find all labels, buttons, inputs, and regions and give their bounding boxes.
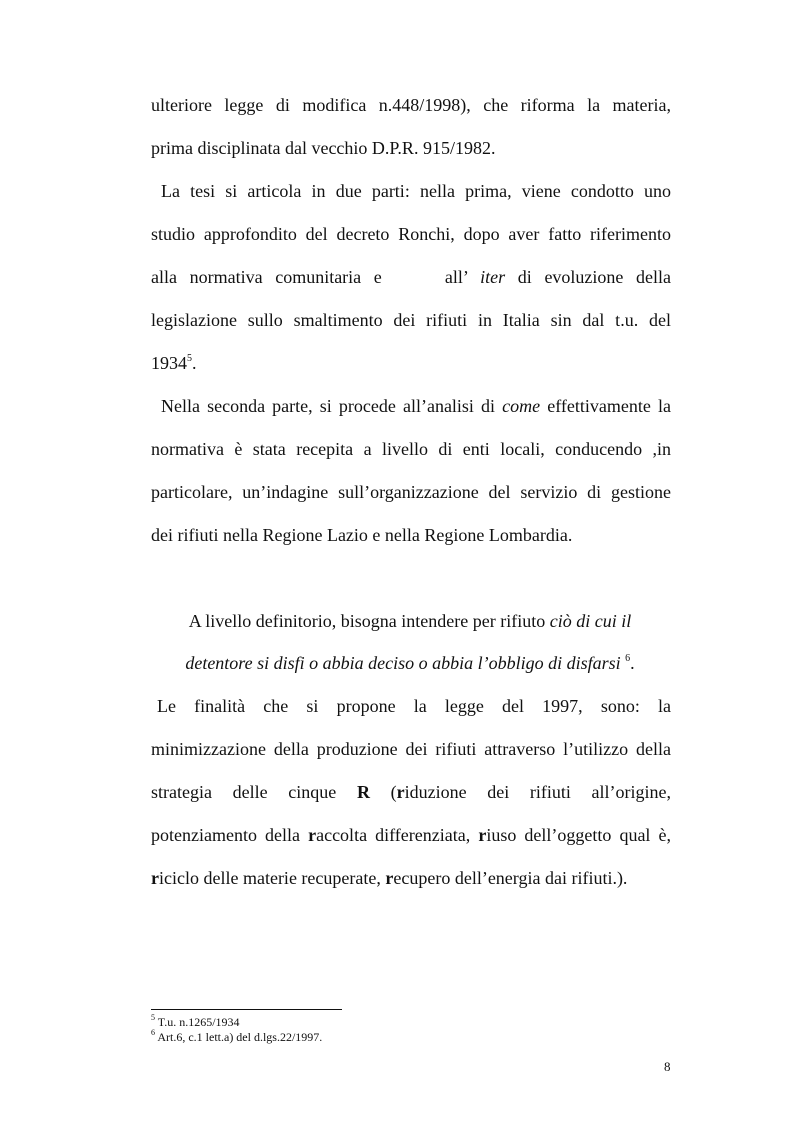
- paragraph-2-line-5: [151, 352, 671, 374]
- text-span: di: [517, 267, 532, 287]
- text-span: strategia delle cinque: [151, 782, 337, 802]
- italic-term-come: come: [502, 396, 541, 416]
- footnote-text: Art.6, c.1 lett.a) del d.lgs.22/1997.: [155, 1030, 323, 1044]
- paragraph-2-line-2: studio approfondito del decreto Ronchi, dopo aver fatto riferimento: [151, 224, 671, 244]
- definition-italic: detentore si disfi o abbia deciso o abbia l’obbligo di disfarsi: [185, 653, 626, 673]
- text-span: iciclo delle materie recuperate,: [159, 868, 386, 888]
- text-span: [391, 782, 671, 802]
- text-span: potenziamento della: [151, 825, 309, 845]
- text-span: all’: [444, 267, 468, 287]
- footnote-number: 6: [151, 1028, 155, 1037]
- bold-letter-r: r: [308, 825, 317, 845]
- text-span: effettivamente la: [540, 396, 671, 416]
- bold-letter-r: r: [151, 868, 159, 888]
- text-span: A livello definitorio, bisogna intendere per rifiuto: [188, 611, 550, 631]
- period: .: [630, 653, 635, 673]
- paragraph-2-line-3: [151, 266, 671, 288]
- open-paren: (: [390, 782, 397, 802]
- text-span: alla normativa comunitaria e: [151, 267, 382, 287]
- footnote-number: 5: [151, 1013, 155, 1022]
- definition-italic: ciò di cui il: [549, 611, 632, 631]
- text-span: ecupero dell’energia dai rifiuti.).: [393, 868, 628, 888]
- paragraph-4-line-1: Le finalità che si propone la legge del 1997, sono: la: [157, 696, 671, 716]
- paragraph-2-line-1: La tesi si articola in due parti: nella prima, viene condotto uno: [161, 181, 671, 201]
- italic-term-iter: iter: [480, 267, 506, 287]
- paragraph-4-line-4: [151, 824, 671, 846]
- year-text: 1934: [151, 353, 187, 373]
- footnote-6: [151, 1030, 322, 1044]
- page-number: 8: [664, 1059, 671, 1074]
- bold-letter-r: r: [478, 825, 487, 845]
- definition-line-2: [140, 652, 680, 674]
- paragraph-1-line-2: prima disciplinata dal vecchio D.P.R. 915/1982.: [151, 138, 496, 158]
- paragraph-3-line-4: dei rifiuti nella Regione Lazio e nella Regione Lombardia.: [151, 525, 573, 545]
- period: .: [192, 353, 197, 373]
- paragraph-4-line-5: [151, 867, 671, 889]
- paragraph-4-line-3: [151, 781, 671, 803]
- paragraph-1-line-1: ulteriore legge di modifica n.448/1998), che riforma la materia,: [151, 95, 671, 115]
- definition-line-1: [140, 610, 680, 632]
- text-span: iduzione dei rifiuti all’origine,: [404, 782, 672, 802]
- footnote-ref-6: 6: [625, 653, 631, 664]
- text-span: iuso dell’oggetto qual è,: [486, 825, 671, 845]
- footnote-5: [151, 1015, 240, 1029]
- paragraph-3-line-1: [161, 395, 671, 417]
- paragraph-3-line-2: normativa è stata recepita a livello di enti locali, conducendo ,in: [151, 439, 671, 459]
- footnote-separator: [151, 1009, 342, 1010]
- bold-letter-R: R: [356, 782, 370, 802]
- footnote-ref-5: 5: [187, 353, 192, 364]
- bold-letter-r: r: [385, 868, 394, 888]
- paragraph-2-line-4: legislazione sullo smaltimento dei rifiuti in Italia sin dal t.u. del: [151, 310, 671, 330]
- footnote-text: T.u. n.1265/1934: [155, 1015, 240, 1029]
- text-span: evoluzione della: [544, 267, 672, 287]
- paragraph-4-line-2: minimizzazione della produzione dei rifiuti attraverso l’utilizzo della: [151, 739, 671, 759]
- text-span: accolta differenziata,: [316, 825, 479, 845]
- bold-letter-r: r: [396, 782, 405, 802]
- text-span: Nella seconda parte, si procede all’analisi di: [161, 396, 503, 416]
- paragraph-3-line-3: particolare, un’indagine sull’organizzazione del servizio di gestione: [151, 482, 671, 502]
